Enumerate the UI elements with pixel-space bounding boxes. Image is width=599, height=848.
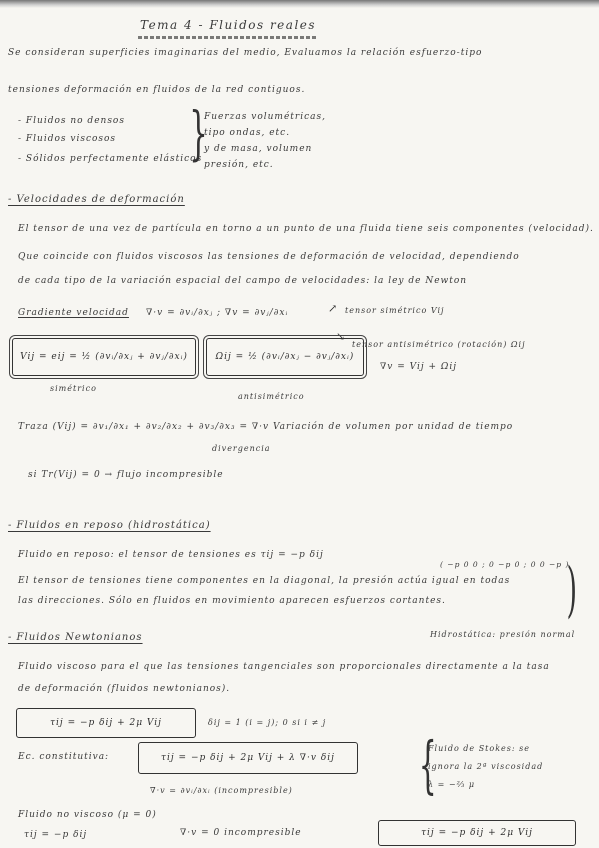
section-1-title: - Velocidades de deformación [8, 194, 185, 205]
left-brace: { [418, 728, 437, 801]
scan-edge [0, 0, 599, 8]
constitutive-label: Ec. constitutiva: [18, 752, 110, 762]
constitutive-sub: ∇·v = ∂vᵢ/∂xᵢ (incompresible) [150, 786, 293, 795]
constitutive-equation-box: τij = −p δij + 2μ Vij + λ ∇·v δij [138, 742, 358, 774]
page-title: Tema 4 - Fluidos reales [140, 18, 317, 32]
right-brace: ) [566, 555, 577, 625]
section-1-line: Que coincide con fluidos viscosos las tensiones de deformación de velocidad, dependiendo [18, 252, 520, 262]
antisymmetric-label: antisimétrico [238, 392, 305, 401]
gradient-label: Gradiente velocidad [18, 308, 129, 318]
section-2-line: El tensor de tensiones tiene componentes en la diagonal, la presión actúa igual en todas [18, 576, 511, 586]
inviscid-line: Fluido no viscoso (μ = 0) [18, 810, 157, 820]
title-underline [138, 36, 318, 39]
section-1-line: de cada tipo de la variación espacial del campo de velocidades: la ley de Newton [18, 276, 468, 286]
inviscid-equation: τij = −p δij [24, 830, 88, 840]
final-equation-box: τij = −p δij + 2μ Vij [378, 820, 576, 846]
symmetric-label: simétrico [50, 384, 97, 393]
kronecker-note: δij = 1 (i = j); 0 si i ≠ j [208, 718, 327, 727]
matrix-note: Hidrostática: presión normal [430, 630, 576, 639]
section-2-title: - Fluidos en reposo (hidrostática) [8, 520, 211, 531]
section-1-line: El tensor de una vez de partícula en torno a un punto de una fluida tiene seis componentes (velocidad). [18, 224, 594, 234]
stokes-note: Fluido de Stokes: se [428, 744, 530, 753]
section-2-line: Fluido en reposo: el tensor de tensiones es τij = −p δij [18, 550, 324, 560]
section-3-line: Fluido viscoso para el que las tensiones tangenciales son proporcionales directamente a la tasa [18, 662, 550, 672]
gradient-note: tensor antisimétrico (rotación) Ωij [352, 340, 526, 349]
stokes-note: ignora la 2ª viscosidad [428, 762, 544, 771]
list-note: Fuerzas volumétricas, [204, 112, 326, 122]
stokes-note: λ = −⅔ μ [428, 780, 476, 789]
trace-line: Traza (Vij) = ∂v₁/∂x₁ + ∂v₂/∂x₂ + ∂v₃/∂x₃ = ∇·v Variación de volumen por unidad de tiempo [18, 422, 514, 432]
stress-matrix: ( −p 0 0 ; 0 −p 0 ; 0 0 −p ) [440, 560, 570, 569]
antisymmetric-equation-box: Ωij = ½ (∂vᵢ/∂xⱼ − ∂vⱼ/∂xᵢ) [206, 338, 364, 376]
list-item: - Sólidos perfectamente elásticos [18, 154, 203, 164]
list-note: tipo ondas, etc. [204, 128, 291, 138]
arrow-icon: ↘ [336, 330, 346, 343]
incompressible-note: ∇·v = 0 incompresible [180, 828, 302, 838]
intro-line-1: Se consideran superficies imaginarias del medio, Evaluamos la relación esfuerzo-tipo [8, 48, 483, 58]
gradient-note: tensor simétrico Vij [345, 306, 445, 315]
section-3-line: de deformación (fluidos newtonianos). [18, 684, 231, 694]
list-note: presión, etc. [204, 160, 274, 170]
incompressible-line: si Tr(Vij) = 0 → flujo incompresible [28, 470, 224, 480]
right-brace: } [189, 99, 208, 167]
section-2-line: las direcciones. Sólo en fluidos en movimiento aparecen esfuerzos cortantes. [18, 596, 446, 606]
list-item: - Fluidos viscosos [18, 134, 117, 144]
intro-line-2: tensiones deformación en fluidos de la red contiguos. [8, 85, 306, 95]
section-3-title: - Fluidos Newtonianos [8, 632, 143, 643]
gradient-formula: ∇·v = ∂vᵢ/∂xⱼ ; ∇v = ∂vⱼ/∂xᵢ [146, 308, 289, 318]
list-item: - Fluidos no densos [18, 116, 125, 126]
arrow-icon: ↗ [328, 302, 338, 315]
newtonian-equation-box: τij = −p δij + 2μ Vij [16, 708, 196, 738]
symmetric-equation-box: Vij = eij = ½ (∂vᵢ/∂xⱼ + ∂vⱼ/∂xᵢ) [12, 338, 196, 376]
gradient-sum: ∇v = Vij + Ωij [380, 362, 458, 372]
list-note: y de masa, volumen [204, 144, 313, 154]
trace-sub: divergencia [212, 444, 271, 453]
